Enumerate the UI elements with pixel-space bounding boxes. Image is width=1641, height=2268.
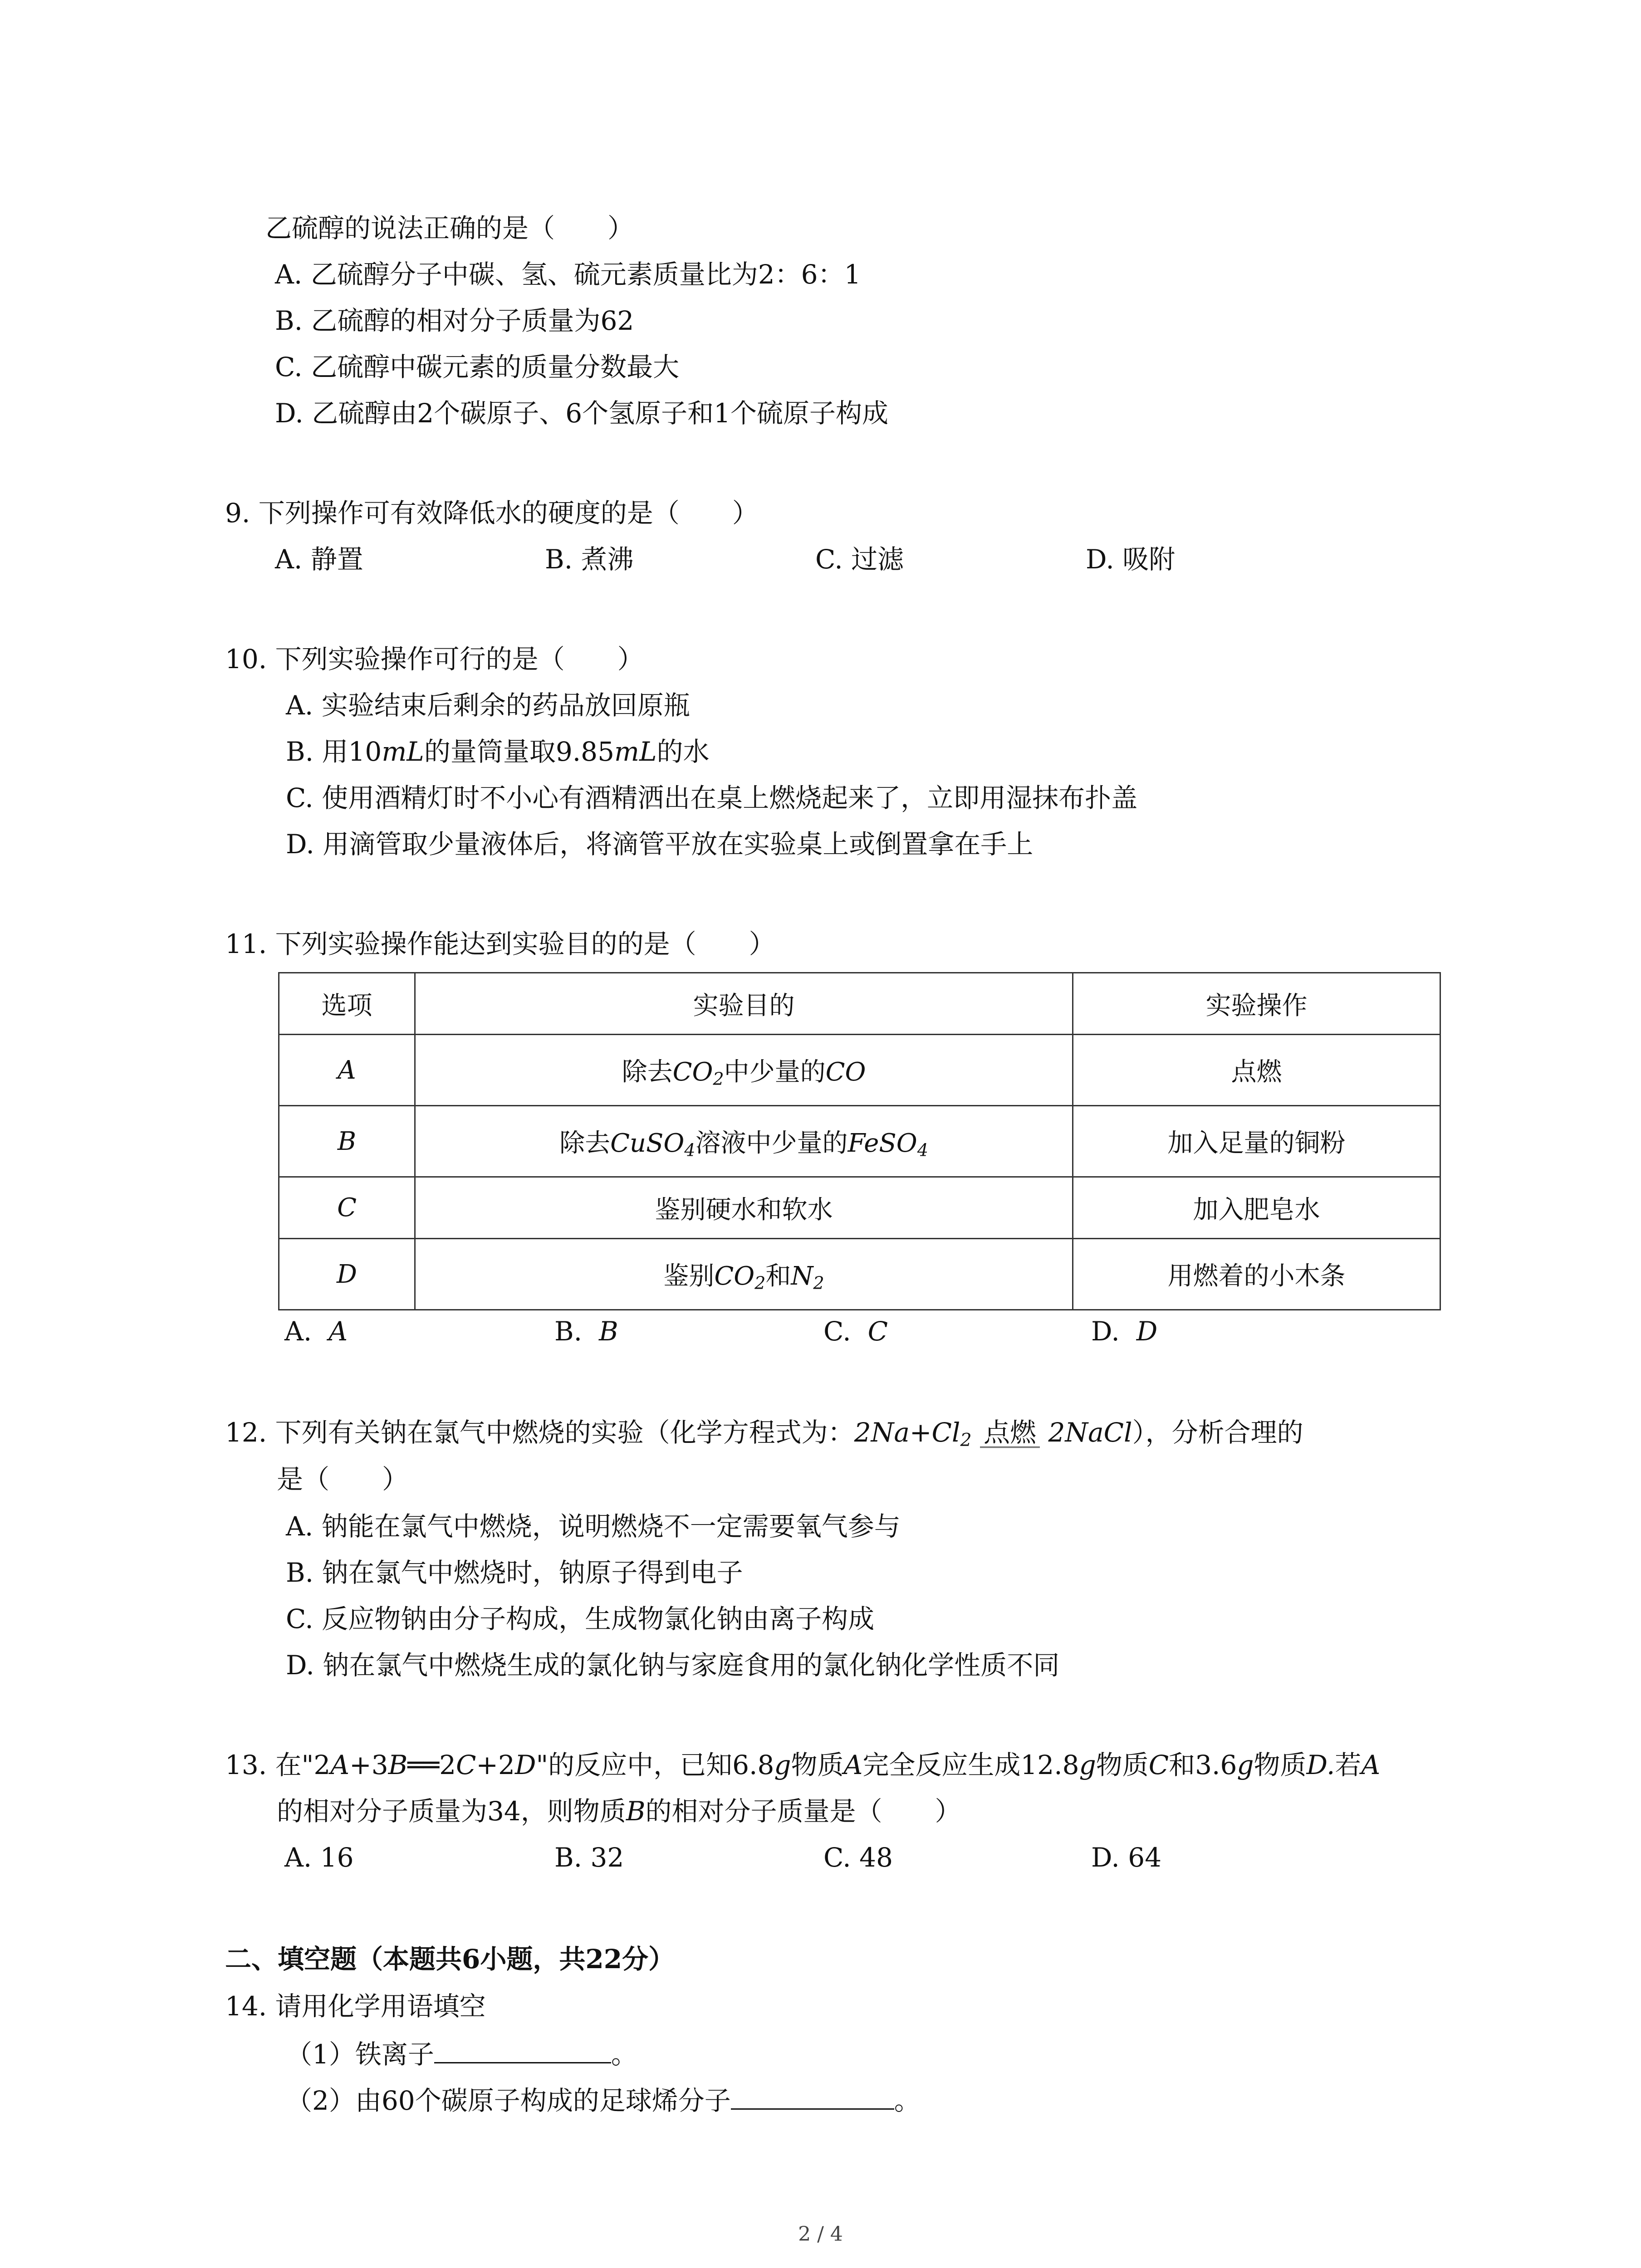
q13-option-b: B. 32	[554, 1842, 624, 1873]
row-b-sub-2: 4	[917, 1140, 928, 1160]
q10-b-unit-1: mL	[382, 736, 424, 767]
table-row	[279, 1239, 1440, 1310]
row-d-formula-1: CO	[714, 1261, 755, 1291]
q8-option-a: A. 乙硫醇分子中碳、氢、硫元素质量比为2：6：1	[275, 259, 861, 290]
row-d-text-2: 和	[765, 1261, 791, 1291]
q10-b-text-2: 的量筒量取9.85	[424, 736, 614, 767]
q13-t8: D	[514, 1750, 536, 1780]
row-c-key: C	[279, 1177, 415, 1239]
q9-option-c: C. 过滤	[815, 544, 904, 575]
q10-option-d: D. 用滴管取少量液体后，将滴管平放在实验桌上或倒置拿在手上	[286, 829, 1034, 860]
table-header-operation: 实验操作	[1073, 973, 1440, 1035]
q10-option-b	[286, 738, 710, 765]
q12-equation-product: 2NaCl	[1048, 1417, 1132, 1448]
row-a-text-1: 除去	[622, 1057, 673, 1087]
q12-stem-line-2: 是（ ）	[277, 1464, 409, 1495]
q11-c-label: C.	[823, 1316, 851, 1347]
q11-option-a	[284, 1316, 348, 1347]
q12-option-a: A. 钠能在氯气中燃烧，说明燃烧不一定需要氧气参与	[286, 1511, 901, 1542]
q10-option-a: A. 实验结束后剩余的药品放回原瓶	[286, 690, 690, 721]
q12-option-b: B. 钠在氯气中燃烧时，钠原子得到电子	[286, 1557, 743, 1588]
row-a-formula-1: CO	[672, 1057, 713, 1087]
q14-part-1-end: 。	[611, 2039, 637, 2070]
q13-l2-t1: 的相对分子质量为34，则物质	[277, 1796, 626, 1827]
q13-stem-line-2	[277, 1796, 961, 1827]
q9-option-a: A. 静置	[275, 544, 363, 575]
q8-option-d: D. 乙硫醇由2个碳原子、6个氢原子和1个硫原子构成	[275, 398, 889, 429]
q11-b-value: B	[598, 1316, 618, 1347]
row-b-sub-1: 4	[684, 1140, 696, 1160]
q14-part-2-text: （2）由60个碳原子构成的足球烯分子	[286, 2085, 731, 2116]
q9-option-d: D. 吸附	[1086, 544, 1176, 575]
table-row	[279, 1177, 1440, 1239]
q12-equation-condition: 点燃	[980, 1419, 1040, 1448]
q11-option-d	[1091, 1316, 1158, 1347]
q13-t17: 和3.6	[1169, 1750, 1237, 1780]
q12-option-c: C. 反应物钠由分子构成，生成物氯化钠由离子构成	[286, 1603, 875, 1634]
row-d-sub-1: 2	[754, 1273, 766, 1293]
q8-option-b: B. 乙硫醇的相对分子质量为62	[275, 305, 634, 336]
table-header-row	[279, 973, 1440, 1035]
q13-t10: g	[774, 1750, 791, 1780]
q13-t19: 物质	[1254, 1750, 1307, 1780]
row-d-sub-2: 2	[813, 1273, 824, 1293]
section-2-title: 二、填空题（本题共6小题，共22分）	[225, 1944, 675, 1975]
q13-t14: g	[1079, 1750, 1096, 1780]
row-a-text-2: 中少量的	[724, 1057, 826, 1087]
row-c-operation: 加入肥皂水	[1073, 1177, 1440, 1239]
q13-t21: 若	[1335, 1750, 1362, 1780]
row-a-formula-2: CO	[825, 1057, 866, 1087]
q13-t13: 完全反应生成12.8	[862, 1750, 1079, 1780]
q12-stem-line-1	[225, 1417, 1303, 1451]
table-header-option: 选项	[279, 973, 415, 1035]
q11-option-c	[823, 1316, 888, 1347]
q14-part-2-blank[interactable]	[731, 2086, 894, 2110]
row-d-formula-2: N	[791, 1261, 813, 1291]
row-c-purpose: 鉴别硬水和软水	[415, 1177, 1073, 1239]
row-a-purpose	[415, 1035, 1073, 1106]
q8-option-c: C. 乙硫醇中碳元素的质量分数最大	[275, 352, 680, 382]
q13-t7: +2	[476, 1750, 515, 1780]
row-b-key: B	[279, 1106, 415, 1177]
table-row	[279, 1035, 1440, 1106]
q11-d-value: D	[1136, 1316, 1158, 1347]
q13-t5: ══2	[407, 1750, 456, 1780]
q13-t9: "的反应中，已知6.8	[536, 1750, 774, 1780]
q13-t4: B	[388, 1750, 408, 1780]
q13-l2-t3: 的相对分子质量是（ ）	[645, 1796, 961, 1827]
q14-stem: 14. 请用化学用语填空	[225, 1991, 486, 2022]
q14-part-1-text: （1）铁离子	[286, 2039, 434, 2070]
q9-stem: 9. 下列操作可有效降低水的硬度的是（ ）	[225, 498, 759, 528]
row-b-formula-1: CuSO	[610, 1129, 685, 1158]
q9-option-b: B. 煮沸	[545, 544, 634, 575]
q13-t16: C	[1148, 1750, 1169, 1780]
q13-t3: +3	[349, 1750, 388, 1780]
row-b-operation: 加入足量的铜粉	[1073, 1106, 1440, 1177]
row-a-sub-1: 2	[713, 1069, 724, 1089]
table-row	[279, 1106, 1440, 1177]
q13-l2-t2: B	[626, 1796, 646, 1827]
q14-part-1	[286, 2039, 637, 2068]
q11-table	[278, 972, 1441, 1310]
q13-option-d: D. 64	[1091, 1842, 1162, 1873]
q13-t12: A	[843, 1750, 863, 1780]
row-b-purpose	[415, 1106, 1073, 1177]
q10-b-text-1: B. 用10	[286, 736, 382, 767]
q11-option-b	[554, 1316, 618, 1347]
q13-stem-line-1	[225, 1752, 1380, 1778]
q13-t18: g	[1237, 1750, 1254, 1780]
q10-b-unit-2: mL	[614, 736, 657, 767]
q12-stem-text-end: ），分析合理的	[1132, 1417, 1303, 1448]
row-d-operation: 用燃着的小木条	[1073, 1239, 1440, 1310]
q13-option-c: C. 48	[823, 1842, 893, 1873]
q11-d-label: D.	[1091, 1316, 1120, 1347]
q11-a-label: A.	[284, 1316, 312, 1347]
q13-t15: 物质	[1096, 1750, 1149, 1780]
q10-stem: 10. 下列实验操作可行的是（ ）	[225, 644, 644, 675]
q14-part-2	[286, 2086, 921, 2114]
q13-t22: A	[1361, 1750, 1381, 1780]
row-a-operation: 点燃	[1073, 1035, 1440, 1106]
row-d-text-1: 鉴别	[663, 1261, 715, 1291]
q12-equation-sub: 2	[960, 1429, 972, 1451]
page-number: 2 / 4	[798, 2223, 843, 2246]
row-b-formula-2: FeSO	[847, 1129, 917, 1158]
q13-t6: C	[456, 1750, 476, 1780]
q13-t11: 物质	[791, 1750, 844, 1780]
q11-c-value: C	[867, 1316, 888, 1347]
row-b-text-2: 溶液中少量的	[695, 1129, 848, 1158]
q11-b-label: B.	[554, 1316, 583, 1347]
row-d-key: D	[279, 1239, 415, 1310]
row-d-purpose	[415, 1239, 1073, 1310]
q10-option-c: C. 使用酒精灯时不小心有酒精洒出在桌上燃烧起来了，立即用湿抹布扑盖	[286, 782, 1138, 813]
q11-a-value: A	[328, 1316, 348, 1347]
q12-stem-text: 12. 下列有关钠在氯气中燃烧的实验（化学方程式为：	[225, 1417, 854, 1448]
q13-option-a: A. 16	[284, 1842, 354, 1873]
q11-stem: 11. 下列实验操作能达到实验目的的是（ ）	[225, 929, 775, 959]
q13-t20: D.	[1306, 1750, 1335, 1780]
q10-b-text-3: 的水	[656, 736, 710, 767]
q12-option-d: D. 钠在氯气中燃烧生成的氯化钠与家庭食用的氯化钠化学性质不同	[286, 1650, 1060, 1681]
q13-t1: 13. 在"2	[225, 1750, 331, 1780]
row-b-text-1: 除去	[559, 1129, 611, 1158]
q14-part-2-end: 。	[894, 2085, 921, 2116]
q13-t2: A	[330, 1750, 350, 1780]
table-header-purpose: 实验目的	[415, 973, 1073, 1035]
q14-part-1-blank[interactable]	[434, 2039, 611, 2063]
q12-equation-reactants: 2Na+Cl	[854, 1417, 960, 1448]
row-a-key: A	[279, 1035, 415, 1106]
q8-stem: 乙硫醇的说法正确的是（ ）	[265, 213, 634, 244]
